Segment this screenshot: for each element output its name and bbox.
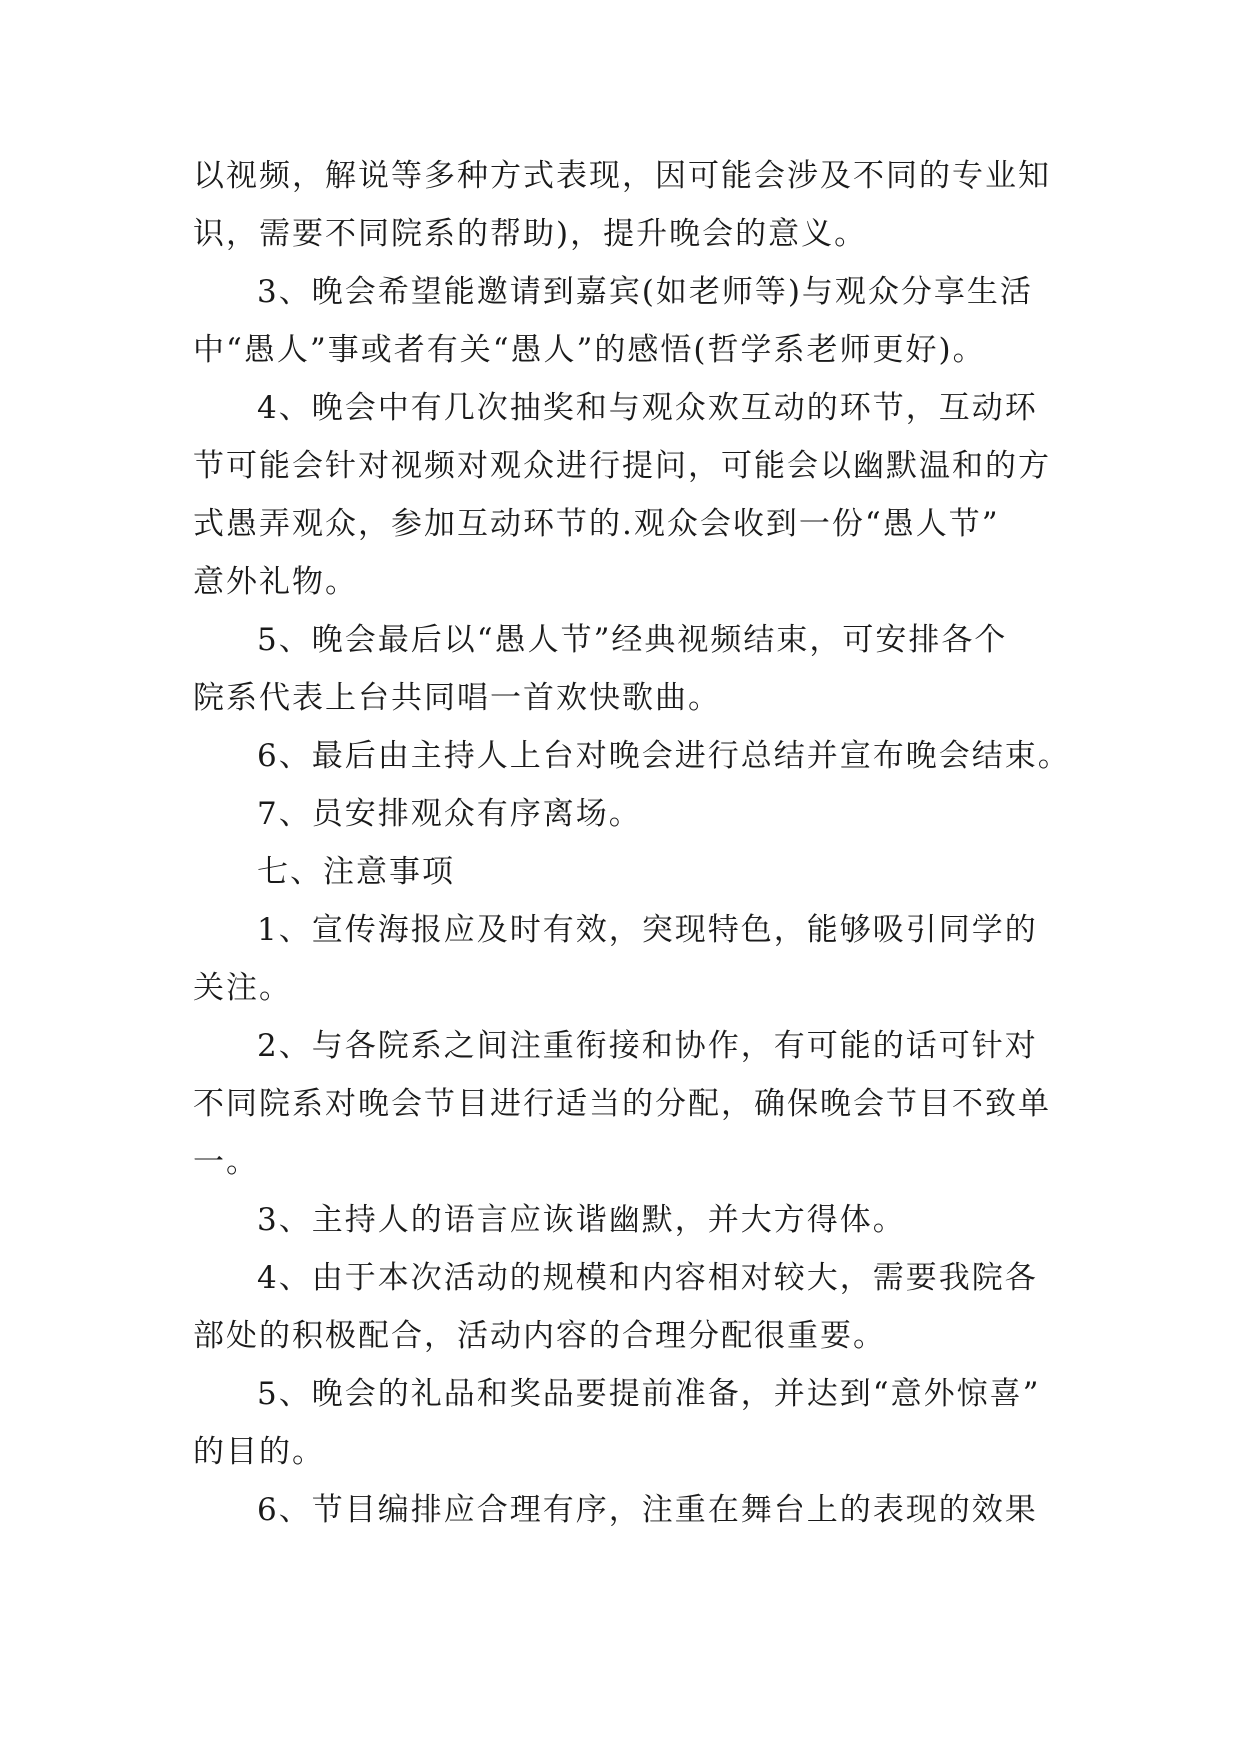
- notice-item-6-line: 6、节目编排应合理有序，注重在舞台上的表现的效果: [257, 1492, 1038, 1528]
- text-line: 中“愚人”事或者有关“愚人”的感悟(哲学系老师更好)。: [193, 332, 986, 368]
- list-item-3-line: 3、晚会希望能邀请到嘉宾(如老师等)与观众分享生活: [257, 274, 1033, 310]
- notice-item-4-line: 4、由于本次活动的规模和内容相对较大，需要我院各: [257, 1260, 1038, 1296]
- text-line: 不同院系对晚会节目进行适当的分配，确保晚会节目不致单: [193, 1086, 1051, 1122]
- list-item-6-line: 6、最后由主持人上台对晚会进行总结并宣布晚会结束。: [257, 738, 1071, 774]
- text-line: 以视频，解说等多种方式表现，因可能会涉及不同的专业知: [193, 158, 1051, 194]
- text-line: 部处的积极配合，活动内容的合理分配很重要。: [193, 1318, 886, 1354]
- notice-item-5-line: 5、晚会的礼品和奖品要提前准备，并达到“意外惊喜”: [257, 1376, 1041, 1412]
- text-line: 关注。: [193, 970, 292, 1006]
- section-heading: 七、注意事项: [257, 854, 455, 890]
- text-line: 式愚弄观众，参加互动环节的.观众会收到一份“愚人节”: [193, 506, 1000, 542]
- notice-item-1-line: 1、宣传海报应及时有效，突现特色，能够吸引同学的: [257, 912, 1038, 948]
- list-item-7-line: 7、员安排观众有序离场。: [257, 796, 642, 832]
- list-item-5-line: 5、晚会最后以“愚人节”经典视频结束，可安排各个: [257, 622, 1008, 658]
- text-line: 一。: [193, 1144, 259, 1180]
- text-line: 节可能会针对视频对观众进行提问，可能会以幽默温和的方: [193, 448, 1051, 484]
- text-line: 意外礼物。: [193, 564, 358, 600]
- notice-item-2-line: 2、与各院系之间注重衔接和协作，有可能的话可针对: [257, 1028, 1038, 1064]
- text-line: 识，需要不同院系的帮助)，提升晚会的意义。: [193, 216, 868, 252]
- text-line: 的目的。: [193, 1434, 325, 1470]
- list-item-4-line: 4、晚会中有几次抽奖和与观众欢互动的环节，互动环: [257, 390, 1038, 426]
- text-line: 院系代表上台共同唱一首欢快歌曲。: [193, 680, 721, 716]
- document-body: [193, 155, 1071, 1532]
- notice-item-3-line: 3、主持人的语言应诙谐幽默，并大方得体。: [257, 1202, 906, 1238]
